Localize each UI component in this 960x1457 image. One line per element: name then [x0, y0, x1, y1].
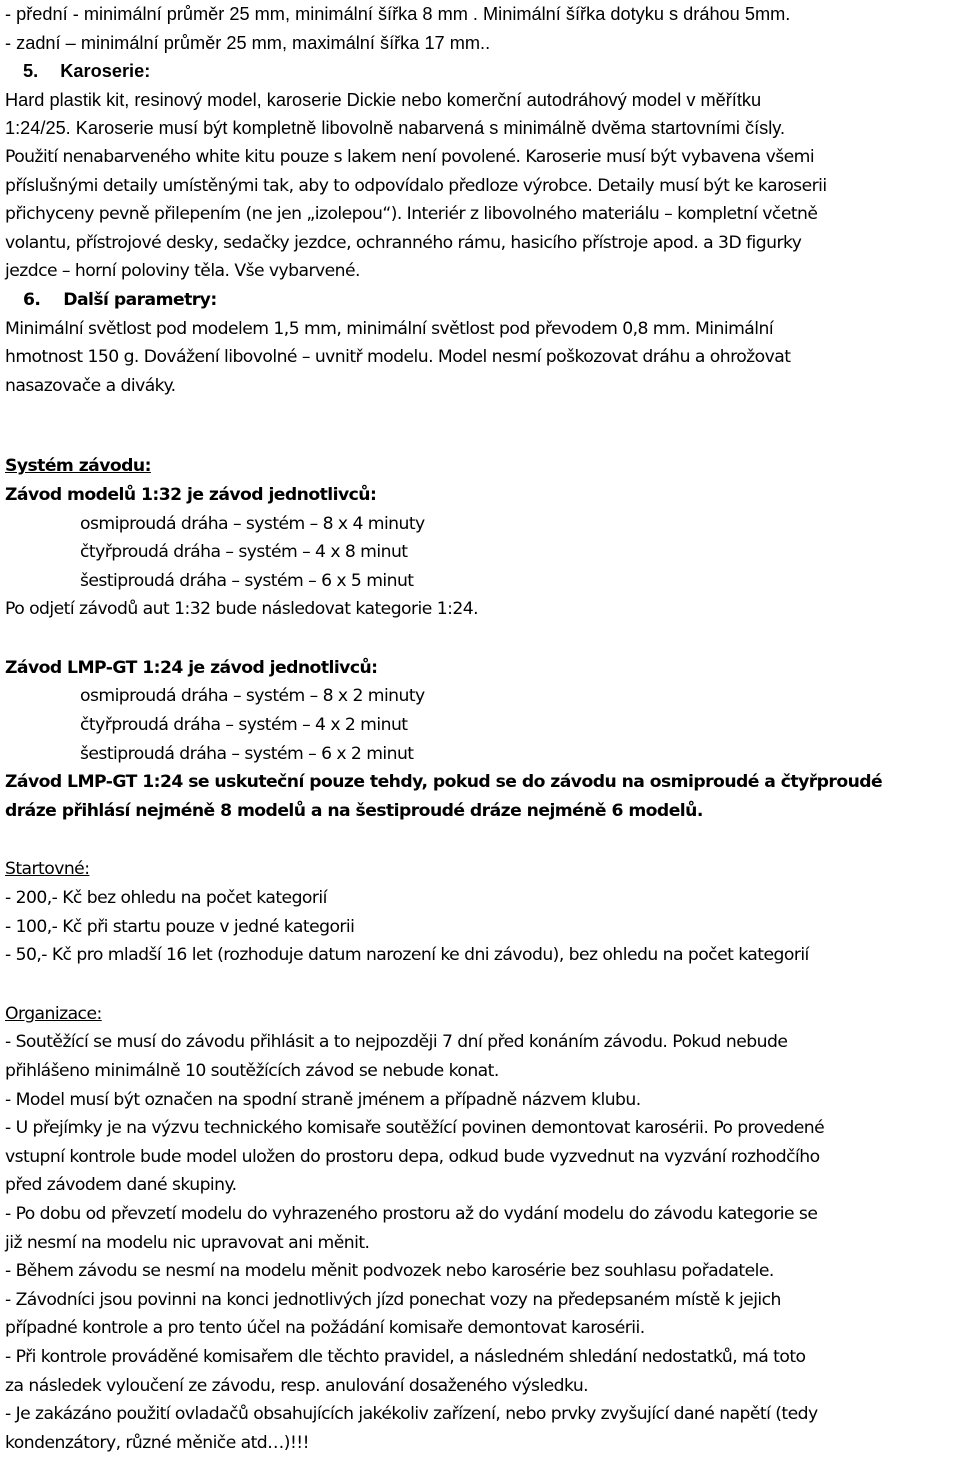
- organization-line: před závodem dané skupiny.: [5, 1175, 237, 1196]
- fee-item: - 50,- Kč pro mladší 16 let (rozhoduje datum narození ke dni závodu), bez ohledu na počet kategorií: [5, 945, 809, 966]
- section-5-line: Hard plastik kit, resinový model, karoserie Dickie nebo komerční autodráhový model v měřítku: [5, 89, 762, 110]
- organization-line: - Model musí být označen na spodní straně jménem a případně názvem klubu.: [5, 1089, 641, 1110]
- organization-line: vstupní kontrole bude model uložen do prostoru depa, odkud bude vyzvednut na vyzvání rozhodčího: [5, 1146, 820, 1167]
- fee-item: - 100,- Kč při startu pouze v jedné kategorii: [5, 916, 355, 937]
- organization-line: - Po dobu od převzetí modelu do vyhrazeného prostoru až do vydání modelu do závodu kategorie se: [5, 1203, 818, 1224]
- section-5-heading: [5, 57, 957, 86]
- section-5-line: přichyceny pevně přilepením (ne jen „izolepou“). Interiér z libovolného materiálu – kompletní včetně: [5, 204, 818, 225]
- organization-line: případné kontrole a pro tento účel na požádání komisaře demontovat karosérii.: [5, 1318, 645, 1339]
- section-5-line: 1:24/25. Karoserie musí být kompletně libovolně nabarvená s minimálně dvěma startovními čísly.: [5, 118, 786, 139]
- section-6-line: nasazovače a diváky.: [5, 375, 176, 396]
- race-132-note: Po odjetí závodů aut 1:32 bude následovat kategorie 1:24.: [5, 599, 479, 620]
- rule-rear-wheels: - zadní – minimální průměr 25 mm, maximální šířka 17 mm..: [5, 32, 491, 53]
- organization-line: již nesmí na modelu nic upravovat ani měnit.: [5, 1232, 370, 1253]
- section-5-line: jezdce – horní poloviny těla. Vše vybarvené.: [5, 261, 360, 282]
- race-124-note: dráze přihlásí nejméně 8 modelů a na šestiproudé dráze nejméně 6 modelů.: [5, 800, 703, 821]
- organization-line: kondenzátory, různé měniče atd…)!!!: [5, 1432, 309, 1453]
- section-6-line: Minimální světlost pod modelem 1,5 mm, minimální světlost pod převodem 0,8 mm. Minimální: [5, 318, 774, 339]
- section-5-line: příslušnými detaily umístěnými tak, aby to odpovídalo předloze výrobce. Detaily musí být ke karoserii: [5, 175, 827, 196]
- section-5-number: 5.: [23, 61, 39, 82]
- section-5-line: volantu, přístrojové desky, sedačky jezdce, ochranného rámu, hasicího přístroje apod. a 3D figurky: [5, 232, 802, 253]
- organization-heading: Organizace:: [5, 1003, 102, 1024]
- organization-line: přihlášeno minimálně 10 soutěžících závod se nebude konat.: [5, 1061, 499, 1081]
- rule-front-wheels: - přední - minimální průměr 25 mm, minimální šířka 8 mm . Minimální šířka dotyku s dráhou 5mm.: [5, 4, 791, 24]
- organization-line: - U přejímky je na výzvu technického komisaře soutěžící povinen demontovat karosérii. Po provedené: [5, 1118, 825, 1139]
- race-124-item: čtyřproudá dráha – systém – 4 x 2 minut: [80, 715, 408, 736]
- section-6-line: hmotnost 150 g. Dovážení libovolné – uvnitř modelu. Model nesmí poškozovat dráhu a ohrožovat: [5, 347, 791, 368]
- organization-line: - Soutěžící se musí do závodu přihlásit a to nejpozději 7 dní před konáním závodu. Pokud nebude: [5, 1032, 788, 1053]
- section-6-title: Další parametry:: [63, 289, 217, 310]
- race-124-title: Závod LMP-GT 1:24 je závod jednotlivců:: [5, 657, 378, 678]
- fee-item: - 200,- Kč bez ohledu na počet kategorií: [5, 888, 327, 909]
- race-132-title: Závod modelů 1:32 je závod jednotlivců:: [5, 484, 377, 505]
- fees-heading: Startovné:: [5, 859, 90, 880]
- section-6-heading: [5, 286, 957, 315]
- race-132-item: šestiproudá dráha – systém – 6 x 5 minut: [80, 570, 414, 591]
- section-6-number: 6.: [23, 289, 41, 310]
- section-5-title: Karoserie:: [60, 61, 151, 82]
- race-132-item: čtyřproudá dráha – systém – 4 x 8 minut: [80, 542, 408, 563]
- organization-line: - Je zakázáno použití ovladačů obsahujících jakékoliv zařízení, nebo prvky zvyšující dané napětí (tedy: [5, 1404, 818, 1425]
- organization-line: - Při kontrole prováděné komisařem dle těchto pravidel, a následném shledání nedostatků, má toto: [5, 1346, 806, 1367]
- race-124-item: osmiproudá dráha – systém – 8 x 2 minuty: [80, 686, 425, 707]
- section-5-line: Použití nenabarveného white kitu pouze s lakem není povolené. Karoserie musí být vybavena všemi: [5, 146, 815, 167]
- race-132-item: osmiproudá dráha – systém – 8 x 4 minuty: [80, 513, 425, 534]
- race-124-note: Závod LMP-GT 1:24 se uskuteční pouze tehdy, pokud se do závodu na osmiproudé a čtyřproudé: [5, 772, 883, 793]
- organization-line: - Závodníci jsou povinni na konci jednotlivých jízd ponechat vozy na předepsaném místě k jejich: [5, 1289, 781, 1310]
- organization-line: za následek vyloučení ze závodu, resp. anulování dosaženého výsledku.: [5, 1375, 589, 1396]
- organization-line: - Během závodu se nesmí na modelu měnit podvozek nebo karosérie bez souhlasu pořadatele.: [5, 1261, 774, 1282]
- race-124-item: šestiproudá dráha – systém – 6 x 2 minut: [80, 743, 414, 764]
- document-page: [5, 0, 957, 1457]
- system-heading: Systém závodu:: [5, 456, 151, 477]
